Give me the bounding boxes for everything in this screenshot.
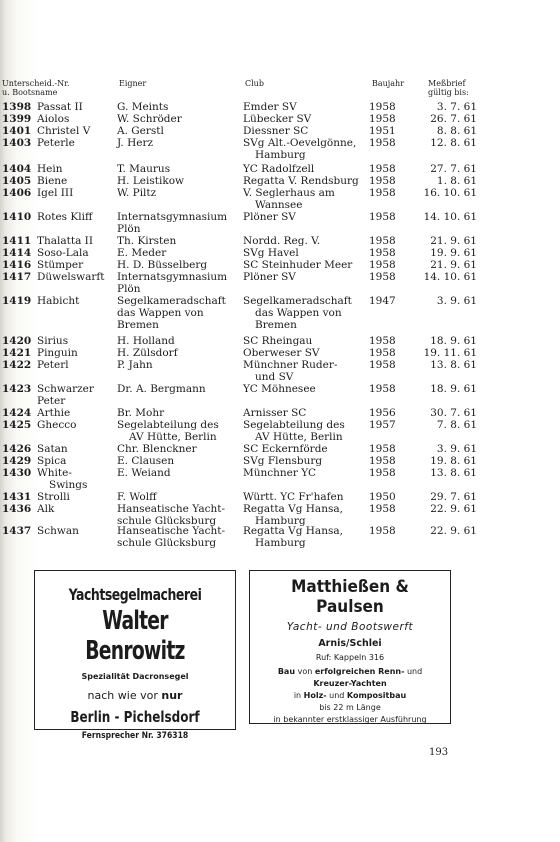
club [243,138,370,162]
boat-name: Passat II [37,101,83,113]
advert-slogan-text: nach wie vor [87,689,158,702]
boat-name: Ghecco [37,419,77,431]
owner-line: Internatsgymnasium [117,271,228,283]
boat-number: 1398 [2,101,32,113]
build-year: 1958 [369,525,396,537]
boat-name-line: Peter [37,394,66,407]
boat-number: 1399 [2,113,32,125]
header-eigner: Eigner [119,79,147,88]
club: Plöner SV [243,271,296,283]
build-year: 1958 [369,359,396,371]
build-year: 1958 [369,467,396,479]
club-line: Münchner Ruder- [243,359,338,371]
build-year: 1958 [369,455,396,467]
owner: E. Meder [117,247,167,259]
owner: G. Meints [117,101,169,113]
valid-until: 22. 9. 61 [430,525,477,537]
boat-name: Peterle [37,137,75,149]
build-year: 1951 [369,125,396,137]
owner: Th. Kirsten [117,235,177,247]
boat-name: Schwan [37,525,79,537]
boat-name: Thalatta II [37,235,93,247]
owner-line: Segelkameradschaft [117,295,226,307]
page-number: 193 [429,747,449,758]
build-year: 1947 [369,295,396,307]
valid-until: 22. 9. 61 [430,503,477,515]
club: Diessner SC [243,125,309,137]
advert-slogan [35,689,235,702]
owner: J. Herz [117,137,153,149]
boat-name: Hein [37,163,63,175]
boat-number: 1404 [2,163,32,175]
advert-slogan-emphasis: nur [161,689,183,702]
club-line: Regatta Vg Hansa, [243,525,343,537]
valid-until: 13. 8. 61 [430,359,477,371]
owner-line: Plön [117,222,141,235]
valid-until: 18. 9. 61 [430,335,477,347]
valid-until: 1. 8. 61 [436,175,477,187]
header-nr-line1: Unterscheid.-Nr. [2,79,70,88]
owner [117,212,243,236]
boat-name-line: Schwarzer [37,383,94,395]
club: Regatta V. Rendsburg [243,175,359,187]
header-nr-line2: u. Bootsname [2,88,58,97]
boat-name: Biene [37,175,68,187]
boat-name: Igel III [37,187,74,199]
build-year: 1958 [369,163,396,175]
valid-until: 14. 10. 61 [423,271,477,283]
build-year: 1958 [369,503,396,515]
build-year: 1957 [369,419,396,431]
advert-matthiessen-paulsen [249,570,451,724]
boat-number: 1424 [2,407,32,419]
owner: Chr. Blenckner [117,443,197,455]
club-line: Bremen [255,318,297,331]
build-year: 1958 [369,137,396,149]
owner-line: Hanseatische Yacht- [117,525,225,537]
boat-name: Arthie [37,407,71,419]
valid-until: 14. 10. 61 [423,211,477,223]
club: SC Rheingau [243,335,313,347]
advert-benrowitz [34,570,236,741]
boat-number: 1401 [2,125,32,137]
boat-name-line: Swings [49,478,88,491]
boat-name [37,384,117,408]
boat-number: 1411 [2,235,32,247]
boat-name: Spica [37,455,67,467]
build-year: 1958 [369,443,396,455]
boat-number: 1410 [2,211,32,223]
owner-line: Segelabteilung des [117,419,219,431]
boat-number: 1405 [2,175,32,187]
boat-name [37,468,117,492]
owner: P. Jahn [117,359,153,371]
advert-phone: Ruf: Kappeln 316 [315,653,385,662]
build-year: 1958 [369,113,396,125]
advert-desc-line: bis 22 m Länge [319,703,381,712]
owner: Br. Mohr [117,407,165,419]
club-line: Hamburg [255,148,306,161]
boat-number: 1417 [2,271,32,283]
header-nr [2,79,102,97]
club-line: V. Seglerhaus am [243,187,335,199]
advert-desc-line [250,678,450,690]
header-messbrief [428,79,469,97]
club-line: SVg Alt.-Oevelgönne, [243,137,357,149]
boat-name: Peterl [37,359,69,371]
boat-name-line: White- [37,467,72,479]
owner: W. Schröder [117,113,182,125]
valid-until: 3. 9. 61 [436,295,477,307]
valid-until: 21. 9. 61 [430,235,477,247]
club [243,296,370,331]
boat-number: 1430 [2,467,32,479]
owner-line: AV Hütte, Berlin [129,430,217,443]
advert-location: Arnis/Schlei [318,638,382,649]
boat-name: Alk [37,503,55,515]
owner: H. Leistikow [117,175,185,187]
advert-word: von [297,667,313,676]
advert-phone: Fernsprecher Nr. 376318 [81,731,189,741]
advert-word: Holz- [303,691,327,700]
club: YC Radolfzell [243,163,315,175]
owner: Dr. A. Bergmann [117,383,206,395]
boat-number: 1426 [2,443,32,455]
boat-name: Düwelswarft [37,271,105,283]
owner-line: schule Glücksburg [117,514,217,527]
build-year: 1958 [369,335,396,347]
boat-number: 1423 [2,383,32,395]
valid-until: 30. 7. 61 [430,407,477,419]
club: Nordd. Reg. V. [243,235,321,247]
owner-line: Hanseatische Yacht- [117,503,225,515]
owner [117,526,243,550]
boat-number: 1419 [2,295,32,307]
club: Emder SV [243,101,297,113]
header-club: Club [245,79,264,88]
boat-number: 1431 [2,491,32,503]
boat-number: 1421 [2,347,32,359]
build-year: 1958 [369,187,396,199]
advert-subtitle: Yacht- und Bootswerft [286,621,414,633]
club: YC Möhnesee [243,383,316,395]
owner: H. D. Büsselberg [117,259,208,271]
club-line: Hamburg [255,514,306,527]
boat-number: 1425 [2,419,32,431]
owner: F. Wolff [117,491,157,503]
owner: A. Gerstl [117,125,164,137]
club: SC Eckernförde [243,443,328,455]
boat-name: Sirius [37,335,69,347]
boat-name: Rotes Kliff [37,211,93,223]
valid-until: 7. 8. 61 [436,419,477,431]
club-line: Hamburg [255,536,306,549]
owner [117,296,243,331]
club-line: AV Hütte, Berlin [255,430,343,443]
club-line: Segelkameradschaft [243,295,352,307]
valid-until: 3. 9. 61 [436,443,477,455]
boat-name: Christel V [37,125,91,137]
advert-word: in [293,691,302,700]
valid-until: 12. 8. 61 [430,137,477,149]
boat-number: 1416 [2,259,32,271]
club [243,526,370,550]
build-year: 1950 [369,491,396,503]
advert-word: erfolgreichen Renn- [314,667,405,676]
owner [117,272,243,296]
build-year: 1956 [369,407,396,419]
club: Münchner YC [243,467,317,479]
build-year: 1958 [369,175,396,187]
advert-company-name: Walter Benrowitz [85,606,185,666]
advert-desc-line [250,690,450,702]
boat-name: Pinguin [37,347,78,359]
valid-until: 19. 9. 61 [430,247,477,259]
advert-desc-line [250,666,450,678]
advert-location: Berlin - Pichelsdorf [70,708,200,726]
boat-name: Stümper [37,259,84,271]
advert-headline: Yachtsegelmacherei [68,585,202,604]
valid-until: 8. 8. 61 [436,125,477,137]
owner-line: schule Glücksburg [117,536,217,549]
club: SVg Flensburg [243,455,323,467]
advert-specialty: Spezialität Dacronsegel [81,672,189,681]
boat-number: 1436 [2,503,32,515]
club: Lübecker SV [243,113,312,125]
club [243,188,370,212]
build-year: 1958 [369,383,396,395]
build-year: 1958 [369,347,396,359]
boat-name: Satan [37,443,68,455]
build-year: 1958 [369,259,396,271]
advert-description [250,666,450,726]
valid-until: 13. 8. 61 [430,467,477,479]
header-messbrief-line1: Meßbrief [428,79,466,88]
owner: H. Holland [117,335,175,347]
club [243,420,370,444]
boat-name: Aiolos [37,113,70,125]
club-line: Wannsee [255,198,303,211]
advert-word: Kreuzer-Yachten [313,679,387,688]
owner: H. Zülsdorf [117,347,178,359]
advert-word: Bau [277,667,296,676]
valid-until: 19. 11. 61 [423,347,477,359]
build-year: 1958 [369,271,396,283]
boat-name: Strolli [37,491,70,503]
club: Württ. YC Fr'hafen [243,491,344,503]
valid-until: 3. 7. 61 [436,101,477,113]
advert-word: und [406,667,423,676]
advert-word: und [329,691,345,700]
owner: W. Piltz [117,187,157,199]
club: SVg Havel [243,247,299,259]
valid-until: 16. 10. 61 [423,187,477,199]
boat-number: 1420 [2,335,32,347]
owner-line: das Wappen von [117,306,204,319]
build-year: 1958 [369,211,396,223]
owner [117,420,243,444]
boat-number: 1422 [2,359,32,371]
advert-word: Kompositbau [346,691,407,700]
boat-number: 1403 [2,137,32,149]
boat-name: Soso-Lala [37,247,89,259]
owner-line: Bremen [117,318,159,331]
valid-until: 19. 8. 61 [430,455,477,467]
build-year: 1958 [369,101,396,113]
header-baujahr: Baujahr [372,79,405,88]
valid-until: 26. 7. 61 [430,113,477,125]
owner: T. Maurus [117,163,171,175]
build-year: 1958 [369,247,396,259]
club-line: Segelabteilung des [243,419,345,431]
advert-company-name: Matthießen & Paulsen [291,577,409,617]
valid-until: 18. 9. 61 [430,383,477,395]
owner: E. Weiand [117,467,171,479]
boat-number: 1437 [2,525,32,537]
boat-number: 1429 [2,455,32,467]
club-line: Regatta Vg Hansa, [243,503,343,515]
advert-desc-line: in bekannter erstklassiger Ausführung [273,715,427,724]
club: SC Steinhuder Meer [243,259,353,271]
club: Plöner SV [243,211,296,223]
owner-line: Plön [117,282,141,295]
club-line: das Wappen von [255,306,342,319]
boat-number: 1406 [2,187,32,199]
valid-until: 29. 7. 61 [430,491,477,503]
boat-number: 1414 [2,247,32,259]
valid-until: 21. 9. 61 [430,259,477,271]
owner: E. Clausen [117,455,175,467]
club [243,360,370,384]
club-line: und SV [255,370,294,383]
build-year: 1958 [369,235,396,247]
header-messbrief-line2: gültig bis: [428,88,469,97]
valid-until: 27. 7. 61 [430,163,477,175]
owner-line: Internatsgymnasium [117,211,228,223]
club: Arnisser SC [243,407,307,419]
club: Oberweser SV [243,347,320,359]
boat-name: Habicht [37,295,80,307]
